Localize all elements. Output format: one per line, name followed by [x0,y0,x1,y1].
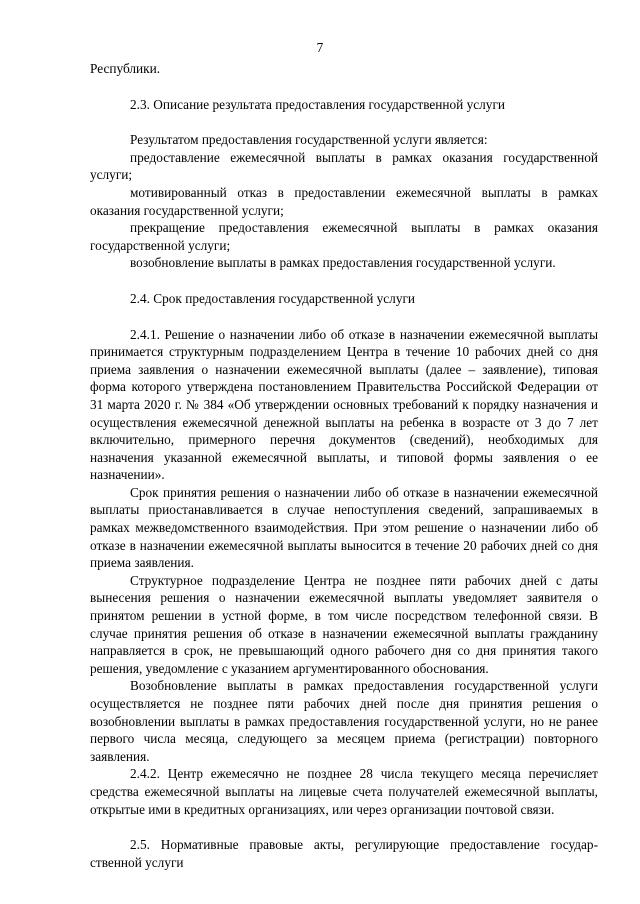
page-number: 7 [316,40,324,55]
section-2-4-2-paragraph: 2.4.2. Центр ежемесячно не позднее 28 числа текущего месяца перечисляет средства ежемесячной выплаты на лицевые счета получателей ежемесячной выплаты, открытые ими в кредитных организациях, или через организации почтовой связи. [90,766,598,817]
intro-fragment: Республики. [90,61,161,76]
section-2-3-lead: Результатом предоставления государственной услуги является: [130,132,488,148]
section-2-4-1-paragraph-1: 2.4.1. Решение о назначении либо об отказе в назначении ежемесячной выплаты принимается структурным подразделением Центра в течение 10 рабочих дней со дня приема заявления о назначении ежемесячной выплаты (далее – заявление), типовая форма которого утверждена постановлением Правительства Российской Федерации от 31 марта 2020 г. № 384 «Об утверждении основных требований к порядку назначения и осуществления ежемесячной денежной выплаты на ребенка в возрасте от 3 до 7 лет включительно, примерного перечня документов (сведений), необходимых для назначения указанной ежемесячной выплаты, и типовой формы заявления о ее назначении». [90,326,598,483]
section-2-3-heading: 2.3. Описание результата предоставления государственной услуги [130,96,506,112]
section-2-3-item-2: мотивированный отказ в предоставлении ежемесячной выплаты в рамках оказания государственной услуги; [90,184,598,218]
section-2-3-item-4: возобновление выплаты в рамках предоставления государственной услуги. [130,255,556,271]
section-2-3-item-3: прекращение предоставления ежемесячной выплаты в рамках оказания государственной услуги; [90,220,598,253]
section-2-4-heading: 2.4. Срок предоставления государственной услуги [130,290,416,306]
section-2-4-1-paragraph-4: Возобновление выплаты в рамках предоставления государственной услуги осуществляется не позднее пяти рабочих дней после дня принятия решения о возобновлении выплаты в рамках предоставления государственной услуги, но не ранее первого числа месяца, следующего за месяцем приема (регистрации) повторного заявления. [90,678,598,764]
section-2-4-1-paragraph-3: Структурное подразделение Центра не позднее пяти рабочих дней с даты вынесения решения о назначении ежемесячной выплаты уведомляет заявителя о принятом решении в устной форме, в том числе посредством телефонной связи. В случае принятия решения об отказе в назначении ежемесячной выплаты гражданину направляется в срок, не превышающий одного рабочего дня со дня принятия такого решения, уведомление с указанием аргументированного обоснования. [90,572,598,676]
section-2-3-item-1: предоставление ежемесячной выплаты в рамках оказания государственной услуги; [90,149,598,183]
document-body [90,60,598,871]
section-2-4-1-paragraph-2: Срок принятия решения о назначении либо об отказе в назначении ежемесячной выплаты приостанавливается в случае непоступления сведений, запрашиваемых в рамках межведомственного взаимодействия. При этом решение о назначении либо об отказе в назначении ежемесячной выплаты выносится в течение 20 рабочих дней со дня приема заявления. [90,484,598,571]
section-2-5-heading: 2.5. Нормативные правовые акты, регулирующие предоставление государственной услуги [90,837,598,870]
